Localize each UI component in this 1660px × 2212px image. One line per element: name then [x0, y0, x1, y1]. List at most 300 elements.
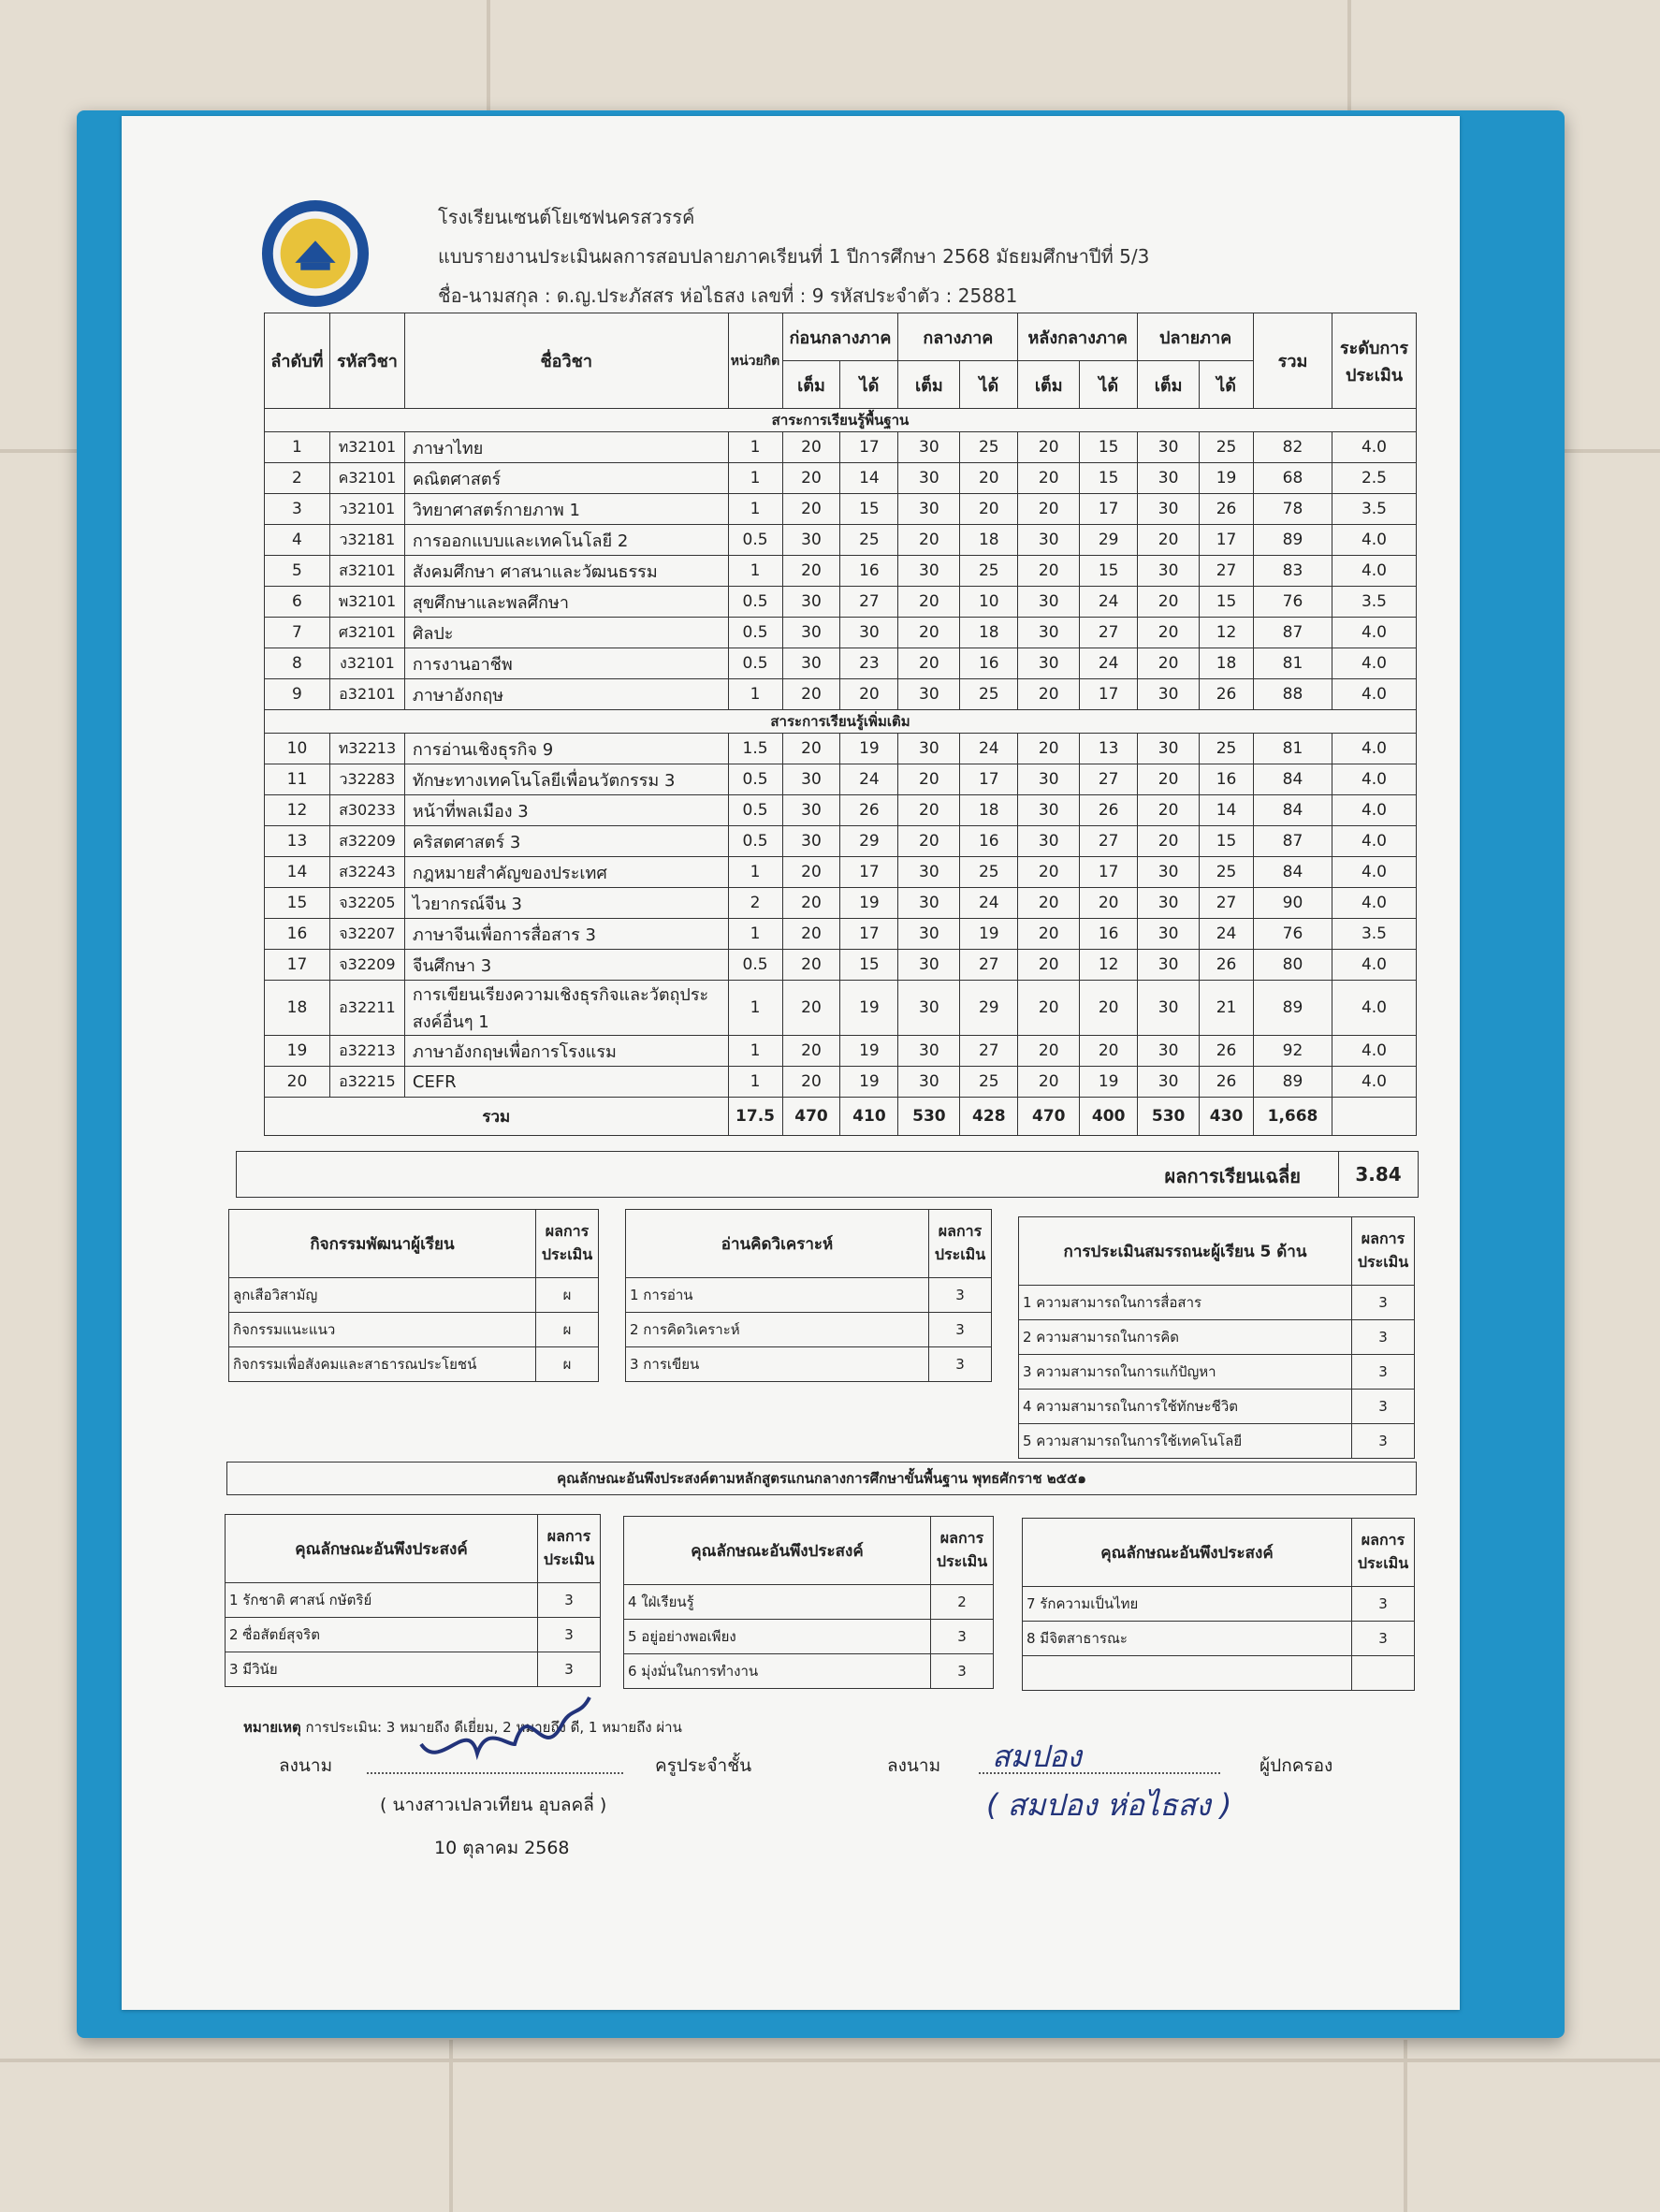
- item-result: 3: [931, 1620, 994, 1654]
- characteristics-title: คุณลักษณะอันพึงประสงค์: [624, 1517, 931, 1585]
- row-no: 1: [265, 432, 330, 463]
- row-fin-full: 30: [1138, 556, 1200, 587]
- school-name: โรงเรียนเซนต์โยเซฟนครสวรรค์: [438, 206, 695, 228]
- row-mid-got: 19: [960, 919, 1018, 950]
- header-full: เต็ม: [1138, 361, 1200, 409]
- total-mid-got: 428: [960, 1098, 1018, 1136]
- row-mid-full: 30: [898, 919, 960, 950]
- row-subject-name: ภาษาอังกฤษ: [404, 679, 728, 710]
- row-level: 3.5: [1332, 494, 1416, 525]
- row-pre-full: 30: [782, 648, 840, 679]
- grade-row: [265, 648, 1417, 679]
- row-no: 11: [265, 764, 330, 795]
- row-pre-got: 25: [840, 525, 898, 556]
- row-post-full: 30: [1018, 525, 1080, 556]
- row-code: ส32243: [329, 857, 404, 888]
- reading-title: อ่านคิดวิเคราะห์: [626, 1210, 929, 1278]
- teacher-signature-icon: [412, 1688, 599, 1782]
- row-pre-full: 20: [782, 981, 840, 1036]
- row-pre-full: 30: [782, 618, 840, 648]
- row-level: 4.0: [1332, 1067, 1416, 1098]
- grade-row: [265, 795, 1417, 826]
- row-total: 78: [1254, 494, 1332, 525]
- row-code: ง32101: [329, 648, 404, 679]
- header-post-midterm: หลังกลางภาค: [1018, 313, 1138, 361]
- row-subject-name: ไวยากรณ์จีน 3: [404, 888, 728, 919]
- total-post-got: 400: [1080, 1098, 1138, 1136]
- row-fin-full: 30: [1138, 463, 1200, 494]
- grade-row: [265, 734, 1417, 764]
- row-fin-full: 20: [1138, 826, 1200, 857]
- header-got: ได้: [1200, 361, 1254, 409]
- activities-table: [228, 1209, 599, 1382]
- item-label: กิจกรรมแนะแนว: [229, 1313, 536, 1347]
- row-post-got: 20: [1080, 981, 1138, 1036]
- row-mid-got: 27: [960, 950, 1018, 981]
- list-item: [1019, 1390, 1415, 1424]
- row-post-full: 30: [1018, 587, 1080, 618]
- characteristics-result-header: ผลการประเมิน: [538, 1515, 601, 1583]
- row-no: 18: [265, 981, 330, 1036]
- row-pre-full: 30: [782, 525, 840, 556]
- row-mid-full: 20: [898, 826, 960, 857]
- item-label: 4 ใฝ่เรียนรู้: [624, 1585, 931, 1620]
- row-pre-got: 14: [840, 463, 898, 494]
- item-result: 3: [1352, 1320, 1415, 1355]
- characteristics-table-1: [225, 1514, 601, 1687]
- characteristics-result-header: ผลการประเมิน: [931, 1517, 994, 1585]
- row-level: 4.0: [1332, 432, 1416, 463]
- grade-row: [265, 826, 1417, 857]
- grade-row: [265, 432, 1417, 463]
- row-fin-got: 26: [1200, 1036, 1254, 1067]
- row-no: 15: [265, 888, 330, 919]
- row-pre-full: 30: [782, 795, 840, 826]
- row-post-full: 20: [1018, 1067, 1080, 1098]
- row-subject-name: ภาษาจีนเพื่อการสื่อสาร 3: [404, 919, 728, 950]
- item-result: 3: [538, 1618, 601, 1652]
- row-fin-got: 25: [1200, 857, 1254, 888]
- row-pre-got: 17: [840, 857, 898, 888]
- row-subject-name: การอ่านเชิงธุรกิจ 9: [404, 734, 728, 764]
- row-post-full: 30: [1018, 618, 1080, 648]
- teacher-role: ครูประจำชั้น: [655, 1755, 752, 1776]
- row-pre-got: 24: [840, 764, 898, 795]
- list-item: [626, 1347, 992, 1382]
- row-pre-got: 15: [840, 950, 898, 981]
- teacher-sign-label: ลงนาม: [279, 1755, 333, 1776]
- row-code: ว32181: [329, 525, 404, 556]
- row-no: 16: [265, 919, 330, 950]
- competency-table: [1018, 1216, 1415, 1459]
- row-subject-name: ศิลปะ: [404, 618, 728, 648]
- row-total: 89: [1254, 525, 1332, 556]
- characteristics-title: คุณลักษณะอันพึงประสงค์: [1023, 1519, 1352, 1587]
- row-mid-full: 30: [898, 494, 960, 525]
- row-pre-full: 20: [782, 1036, 840, 1067]
- row-no: 5: [265, 556, 330, 587]
- parent-role: ผู้ปกครอง: [1260, 1755, 1333, 1776]
- row-fin-got: 15: [1200, 826, 1254, 857]
- row-post-got: 17: [1080, 857, 1138, 888]
- row-post-full: 30: [1018, 826, 1080, 857]
- row-pre-full: 20: [782, 432, 840, 463]
- item-label: 2 ความสามารถในการคิด: [1019, 1320, 1352, 1355]
- item-result: 3: [538, 1652, 601, 1687]
- row-pre-full: 20: [782, 556, 840, 587]
- row-pre-full: 20: [782, 734, 840, 764]
- row-level: 4.0: [1332, 888, 1416, 919]
- row-pre-full: 20: [782, 679, 840, 710]
- row-pre-got: 30: [840, 618, 898, 648]
- row-no: 8: [265, 648, 330, 679]
- row-code: อ32215: [329, 1067, 404, 1098]
- reading-result-header: ผลการประเมิน: [929, 1210, 992, 1278]
- row-code: จ32205: [329, 888, 404, 919]
- header-total: รวม: [1254, 313, 1332, 409]
- row-mid-full: 30: [898, 432, 960, 463]
- row-post-got: 17: [1080, 679, 1138, 710]
- row-pre-full: 20: [782, 888, 840, 919]
- row-pre-full: 30: [782, 587, 840, 618]
- note-text: การประเมิน: 3 หมายถึง ดีเยี่ยม, 2 หมายถึง ดี, 1 หมายถึง ผ่าน: [300, 1719, 682, 1736]
- row-post-got: 24: [1080, 648, 1138, 679]
- row-fin-got: 26: [1200, 679, 1254, 710]
- row-fin-got: 25: [1200, 432, 1254, 463]
- row-mid-got: 25: [960, 432, 1018, 463]
- row-level: 4.0: [1332, 648, 1416, 679]
- list-item: [1023, 1587, 1415, 1622]
- item-result: 3: [1352, 1587, 1415, 1622]
- row-mid-got: 27: [960, 1036, 1018, 1067]
- row-no: 10: [265, 734, 330, 764]
- list-item: [1019, 1424, 1415, 1459]
- row-mid-full: 20: [898, 795, 960, 826]
- row-credit: 1: [728, 919, 782, 950]
- row-mid-full: 30: [898, 679, 960, 710]
- row-credit: 1: [728, 556, 782, 587]
- header-got: ได้: [960, 361, 1018, 409]
- item-result: 3: [1352, 1390, 1415, 1424]
- grade-row: [265, 679, 1417, 710]
- row-subject-name: คณิตศาสตร์: [404, 463, 728, 494]
- header-credit: หน่วยกิต: [728, 313, 782, 409]
- row-fin-got: 17: [1200, 525, 1254, 556]
- row-credit: 0.5: [728, 764, 782, 795]
- row-pre-got: 26: [840, 795, 898, 826]
- row-credit: 1.5: [728, 734, 782, 764]
- total-label: รวม: [265, 1098, 729, 1136]
- row-level: 2.5: [1332, 463, 1416, 494]
- item-result: 3: [929, 1313, 992, 1347]
- row-credit: 0.5: [728, 950, 782, 981]
- row-post-full: 20: [1018, 432, 1080, 463]
- header-full: เต็ม: [1018, 361, 1080, 409]
- row-level: 4.0: [1332, 1036, 1416, 1067]
- row-post-full: 20: [1018, 1036, 1080, 1067]
- item-label: ลูกเสือวิสามัญ: [229, 1278, 536, 1313]
- item-result: [1352, 1656, 1415, 1691]
- item-label: 4 ความสามารถในการใช้ทักษะชีวิต: [1019, 1390, 1352, 1424]
- competency-result-header: ผลการประเมิน: [1352, 1217, 1415, 1286]
- row-post-full: 20: [1018, 857, 1080, 888]
- row-code: จ32209: [329, 950, 404, 981]
- row-fin-got: 27: [1200, 556, 1254, 587]
- row-mid-full: 20: [898, 587, 960, 618]
- row-fin-full: 20: [1138, 618, 1200, 648]
- row-level: 4.0: [1332, 795, 1416, 826]
- list-item: [1023, 1656, 1415, 1691]
- row-total: 87: [1254, 826, 1332, 857]
- row-level: 4.0: [1332, 981, 1416, 1036]
- row-subject-name: หน้าที่พลเมือง 3: [404, 795, 728, 826]
- row-subject-name: สุขศึกษาและพลศึกษา: [404, 587, 728, 618]
- grades-table: [264, 313, 1417, 1136]
- activities-title: กิจกรรมพัฒนาผู้เรียน: [229, 1210, 536, 1278]
- row-level: 4.0: [1332, 679, 1416, 710]
- row-post-got: 20: [1080, 888, 1138, 919]
- row-code: ส32101: [329, 556, 404, 587]
- item-label: กิจกรรมเพื่อสังคมและสาธารณประโยชน์: [229, 1347, 536, 1382]
- row-subject-name: การงานอาชีพ: [404, 648, 728, 679]
- row-mid-full: 30: [898, 888, 960, 919]
- row-fin-full: 30: [1138, 981, 1200, 1036]
- row-no: 7: [265, 618, 330, 648]
- item-label: 3 การเขียน: [626, 1347, 929, 1382]
- item-label: 5 ความสามารถในการใช้เทคโนโลยี: [1019, 1424, 1352, 1459]
- row-pre-full: 20: [782, 1067, 840, 1098]
- report-title: แบบรายงานประเมินผลการสอบปลายภาคเรียนที่ 1 ปีการศึกษา 2568 มัธยมศึกษาปีที่ 5/3: [438, 245, 1150, 268]
- row-mid-got: 25: [960, 556, 1018, 587]
- row-level: 3.5: [1332, 587, 1416, 618]
- header-name: ชื่อวิชา: [404, 313, 728, 409]
- row-pre-got: 19: [840, 888, 898, 919]
- grade-row: [265, 556, 1417, 587]
- row-total: 84: [1254, 764, 1332, 795]
- item-result: 3: [929, 1347, 992, 1382]
- item-label: 7 รักความเป็นไทย: [1023, 1587, 1352, 1622]
- row-code: ท32213: [329, 734, 404, 764]
- row-pre-got: 16: [840, 556, 898, 587]
- row-pre-got: 17: [840, 919, 898, 950]
- row-pre-got: 19: [840, 1067, 898, 1098]
- row-credit: 0.5: [728, 587, 782, 618]
- school-logo-icon: [260, 198, 371, 309]
- row-code: ส32209: [329, 826, 404, 857]
- row-total: 84: [1254, 795, 1332, 826]
- row-credit: 0.5: [728, 826, 782, 857]
- average-row: [236, 1151, 1419, 1198]
- row-code: ท32101: [329, 432, 404, 463]
- row-credit: 1: [728, 857, 782, 888]
- item-result: 3: [538, 1583, 601, 1618]
- row-level: 4.0: [1332, 734, 1416, 764]
- row-subject-name: สังคมศึกษา ศาสนาและวัฒนธรรม: [404, 556, 728, 587]
- row-code: จ32207: [329, 919, 404, 950]
- row-code: ส30233: [329, 795, 404, 826]
- header-got: ได้: [840, 361, 898, 409]
- item-label: 6 มุ่งมั่นในการทำงาน: [624, 1654, 931, 1689]
- teacher-name: ( นางสาวเปลวเทียน อุบลคลี่ ): [380, 1795, 607, 1815]
- header-final: ปลายภาค: [1138, 313, 1254, 361]
- row-mid-full: 30: [898, 734, 960, 764]
- row-level: 4.0: [1332, 950, 1416, 981]
- item-result: ผ: [536, 1347, 599, 1382]
- grade-row: [265, 888, 1417, 919]
- row-total: 81: [1254, 648, 1332, 679]
- row-mid-full: 20: [898, 618, 960, 648]
- row-mid-full: 20: [898, 525, 960, 556]
- item-label: 2 ซื่อสัตย์สุจริต: [226, 1618, 538, 1652]
- row-level: 3.5: [1332, 919, 1416, 950]
- competency-title: การประเมินสมรรถนะผู้เรียน 5 ด้าน: [1019, 1217, 1352, 1286]
- row-mid-full: 20: [898, 764, 960, 795]
- row-post-got: 12: [1080, 950, 1138, 981]
- header-full: เต็ม: [898, 361, 960, 409]
- row-credit: 2: [728, 888, 782, 919]
- row-mid-full: 30: [898, 981, 960, 1036]
- row-fin-got: 26: [1200, 950, 1254, 981]
- item-result: 3: [1352, 1622, 1415, 1656]
- row-fin-got: 25: [1200, 734, 1254, 764]
- row-subject-name: CEFR: [404, 1067, 728, 1098]
- row-mid-got: 25: [960, 857, 1018, 888]
- characteristics-banner: คุณลักษณะอันพึงประสงค์ตามหลักสูตรแกนกลางการศึกษาขั้นพื้นฐาน พุทธศักราช ๒๕๕๑: [226, 1462, 1417, 1495]
- row-fin-got: 19: [1200, 463, 1254, 494]
- parent-handwritten-signature: สมปอง: [992, 1739, 1082, 1774]
- row-pre-got: 23: [840, 648, 898, 679]
- row-level: 4.0: [1332, 618, 1416, 648]
- row-no: 3: [265, 494, 330, 525]
- list-item: [624, 1654, 994, 1689]
- row-post-got: 20: [1080, 1036, 1138, 1067]
- total-mid-full: 530: [898, 1098, 960, 1136]
- row-fin-full: 30: [1138, 857, 1200, 888]
- student-info: ชื่อ-นามสกุล : ด.ญ.ประภัสสร ห่อไธสง เลขที่ : 9 รหัสประจำตัว : 25881: [438, 284, 1018, 307]
- header-no: ลำดับที่: [265, 313, 330, 409]
- row-no: 9: [265, 679, 330, 710]
- row-subject-name: การเขียนเรียงความเชิงธุรกิจและวัตถุประสงค์อื่นๆ 1: [404, 981, 728, 1036]
- item-result: ผ: [536, 1278, 599, 1313]
- row-fin-got: 21: [1200, 981, 1254, 1036]
- row-fin-full: 20: [1138, 764, 1200, 795]
- row-post-full: 20: [1018, 734, 1080, 764]
- total-post-full: 470: [1018, 1098, 1080, 1136]
- grade-row: [265, 587, 1417, 618]
- list-item: [626, 1278, 992, 1313]
- row-mid-full: 30: [898, 1036, 960, 1067]
- grade-row: [265, 525, 1417, 556]
- row-mid-full: 20: [898, 648, 960, 679]
- row-level: 4.0: [1332, 556, 1416, 587]
- item-result: 3: [929, 1278, 992, 1313]
- row-fin-full: 30: [1138, 1067, 1200, 1098]
- section-extra-label: สาระการเรียนรู้เพิ่มเติม: [265, 710, 1417, 734]
- parent-sign-label: ลงนาม: [887, 1755, 941, 1776]
- row-pre-got: 19: [840, 734, 898, 764]
- row-code: พ32101: [329, 587, 404, 618]
- row-mid-got: 20: [960, 463, 1018, 494]
- row-subject-name: คริสตศาสตร์ 3: [404, 826, 728, 857]
- row-subject-name: จีนศึกษา 3: [404, 950, 728, 981]
- row-no: 12: [265, 795, 330, 826]
- activities-result-header: ผลการประเมิน: [536, 1210, 599, 1278]
- row-mid-got: 29: [960, 981, 1018, 1036]
- row-code: ว32283: [329, 764, 404, 795]
- row-credit: 0.5: [728, 648, 782, 679]
- row-fin-full: 30: [1138, 432, 1200, 463]
- total-pre-got: 410: [840, 1098, 898, 1136]
- header-code: รหัสวิชา: [329, 313, 404, 409]
- item-result: 3: [1352, 1424, 1415, 1459]
- row-credit: 1: [728, 432, 782, 463]
- row-total: 92: [1254, 1036, 1332, 1067]
- row-post-got: 29: [1080, 525, 1138, 556]
- row-mid-got: 24: [960, 888, 1018, 919]
- row-pre-full: 20: [782, 857, 840, 888]
- row-no: 13: [265, 826, 330, 857]
- row-post-full: 20: [1018, 679, 1080, 710]
- row-fin-full: 20: [1138, 648, 1200, 679]
- row-pre-got: 17: [840, 432, 898, 463]
- row-post-full: 20: [1018, 463, 1080, 494]
- row-pre-full: 20: [782, 950, 840, 981]
- row-no: 2: [265, 463, 330, 494]
- row-pre-got: 27: [840, 587, 898, 618]
- characteristics-table-2: [623, 1516, 994, 1689]
- item-label: [1023, 1656, 1352, 1691]
- row-fin-full: 30: [1138, 950, 1200, 981]
- row-total: 76: [1254, 919, 1332, 950]
- list-item: [226, 1583, 601, 1618]
- row-level: 4.0: [1332, 525, 1416, 556]
- row-pre-full: 30: [782, 764, 840, 795]
- row-credit: 1: [728, 1036, 782, 1067]
- row-post-full: 20: [1018, 888, 1080, 919]
- grade-row: [265, 857, 1417, 888]
- row-post-got: 27: [1080, 618, 1138, 648]
- row-mid-full: 30: [898, 1067, 960, 1098]
- row-pre-got: 19: [840, 1036, 898, 1067]
- row-pre-full: 20: [782, 494, 840, 525]
- row-subject-name: วิทยาศาสตร์กายภาพ 1: [404, 494, 728, 525]
- row-fin-got: 14: [1200, 795, 1254, 826]
- row-post-got: 27: [1080, 764, 1138, 795]
- row-credit: 1: [728, 494, 782, 525]
- row-total: 84: [1254, 857, 1332, 888]
- row-fin-got: 18: [1200, 648, 1254, 679]
- list-item: [1023, 1622, 1415, 1656]
- row-mid-full: 30: [898, 463, 960, 494]
- row-post-full: 20: [1018, 981, 1080, 1036]
- row-code: อ32211: [329, 981, 404, 1036]
- row-total: 88: [1254, 679, 1332, 710]
- list-item: [1019, 1286, 1415, 1320]
- item-label: 1 รักชาติ ศาสน์ กษัตริย์: [226, 1583, 538, 1618]
- row-no: 14: [265, 857, 330, 888]
- row-subject-name: กฎหมายสำคัญของประเทศ: [404, 857, 728, 888]
- row-total: 76: [1254, 587, 1332, 618]
- row-credit: 1: [728, 679, 782, 710]
- list-item: [229, 1278, 599, 1313]
- row-mid-full: 30: [898, 857, 960, 888]
- row-post-full: 30: [1018, 764, 1080, 795]
- row-credit: 0.5: [728, 618, 782, 648]
- row-mid-got: 25: [960, 679, 1018, 710]
- grade-row: [265, 981, 1417, 1036]
- row-pre-full: 20: [782, 463, 840, 494]
- row-total: 82: [1254, 432, 1332, 463]
